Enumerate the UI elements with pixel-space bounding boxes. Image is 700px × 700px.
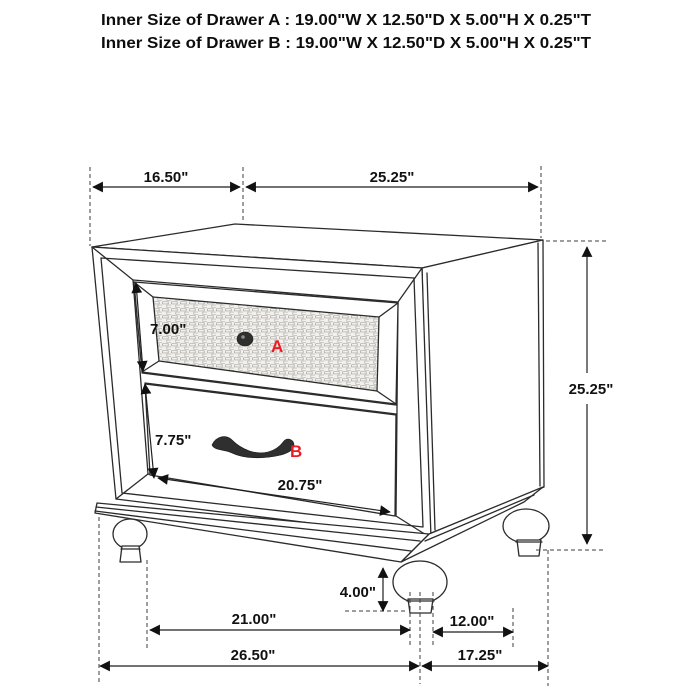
- dim-overall-width: [100, 647, 419, 666]
- drawer-a-knob: [237, 332, 253, 346]
- dim-drawer-b-label: 7.75": [155, 432, 192, 449]
- right-back-leg: [503, 509, 549, 556]
- knob-highlight: [241, 335, 245, 339]
- dim-front-leg-span: [150, 611, 410, 630]
- front-center-leg: [393, 561, 447, 613]
- dim-top-width: [246, 169, 538, 187]
- dim-overall-depth-label: 17.25": [457, 647, 503, 664]
- dim-drawer-a-label: 7.00": [150, 321, 187, 338]
- drawer-a-letter: A: [271, 337, 284, 356]
- dim-top-left-depth: [93, 169, 240, 187]
- dim-right-height: [569, 247, 614, 544]
- nightstand-drawing: [92, 224, 549, 613]
- header: [101, 12, 592, 52]
- dim-top-width-label: 25.25": [369, 169, 415, 186]
- dim-drawer-b-width-label: 20.75": [277, 477, 323, 494]
- dim-overall-width-label: 26.50": [230, 647, 276, 664]
- dim-side-leg-span-label: 12.00": [449, 613, 495, 630]
- dim-leg-height-label: 4.00": [339, 584, 376, 601]
- dim-overall-depth: [422, 647, 548, 666]
- drawer-b-letter: B: [290, 442, 303, 461]
- dim-right-height-label: 25.25": [568, 381, 614, 398]
- drawer-b-inner-size-text: Inner Size of Drawer B : 19.00"W X 12.50"D X 5.00"H X 0.25"T: [101, 35, 592, 52]
- front-left-leg-ball: [113, 519, 147, 549]
- dim-top-left-depth-label: 16.50": [143, 169, 189, 186]
- front-center-leg-ball: [393, 561, 447, 603]
- dim-side-leg-span: [433, 613, 513, 632]
- dim-front-leg-span-label: 21.00": [231, 611, 277, 628]
- drawer-a-inner-size-text: Inner Size of Drawer A : 19.00"W X 12.50"D X 5.00"H X 0.25"T: [101, 12, 592, 29]
- front-left-leg: [113, 519, 147, 562]
- right-back-leg-ball: [503, 509, 549, 543]
- dim-leg-height: [340, 568, 383, 611]
- right-side-panel: [422, 240, 544, 534]
